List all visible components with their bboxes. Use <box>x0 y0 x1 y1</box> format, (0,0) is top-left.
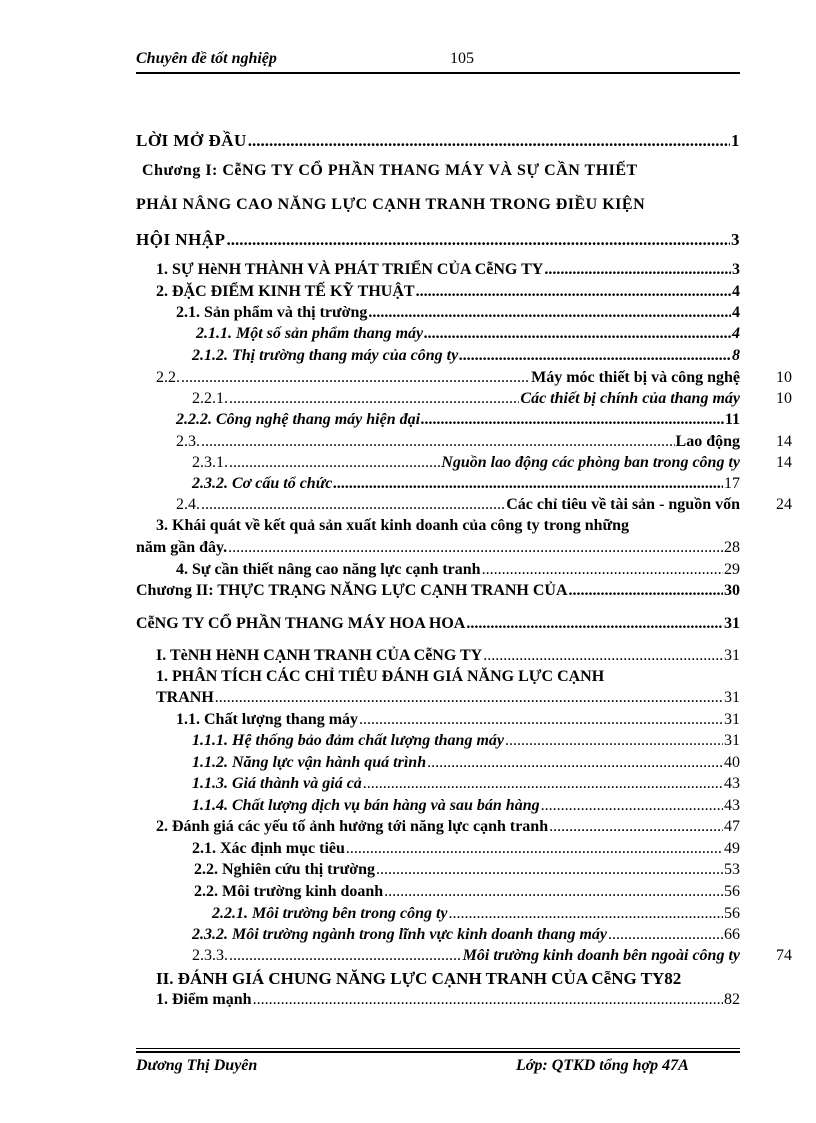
toc-entry[interactable]: 1.1.3. Giá thành và giá cả ..... 43 <box>192 776 740 792</box>
toc-entry[interactable]: 2.2.1. ..... Các thiết bị chính của thang máy <box>192 391 740 407</box>
toc-entry[interactable]: 1. PHÂN TÍCH CÁC CHỈ TIÊU ĐÁNH GIÁ NĂNG LỰC CẠNH <box>156 668 605 685</box>
toc-entry[interactable]: 3. Khái quát về kết quả sản xuất kinh doanh của công ty trong những <box>156 517 629 534</box>
toc-entry[interactable]: 1.1. Chất lượng thang máy ..... 31 <box>176 712 740 728</box>
toc-entry[interactable]: 2.3.3. ..... Môi trường kinh doanh bên ngoài công ty <box>192 948 740 964</box>
toc-page-number: 10 <box>776 390 792 407</box>
toc-entry[interactable]: 1. SỰ HèNH THÀNH VÀ PHÁT TRIỂN CỦA CễNG TY ..... 3 <box>156 262 740 278</box>
toc-entry[interactable]: 2. ĐẶC ĐIỂM KINH TẾ KỸ THUẬT ..... 4 <box>156 284 740 300</box>
toc-entry[interactable]: 2. Đánh giá các yếu tố ảnh hưởng tới năng lực cạnh tranh ..... 47 <box>156 819 740 835</box>
toc-entry[interactable]: HỘI NHẬP ..... 3 <box>136 231 740 248</box>
toc-entry[interactable]: 2.3.1. ..... Nguồn lao động các phòng ban trong công ty <box>192 455 740 471</box>
toc-entry[interactable]: 1.1.2. Năng lực vận hành quá trình ..... 40 <box>192 755 740 771</box>
toc-entry[interactable]: Chương II: THỰC TRẠNG NĂNG LỰC CẠNH TRANH CỦA ..... 30 <box>136 583 740 599</box>
toc-entry[interactable]: 1. Điểm mạnh ..... 82 <box>156 992 740 1008</box>
toc-entry[interactable]: CễNG TY CỔ PHẦN THANG MÁY HOA HOA ..... 31 <box>136 616 740 632</box>
toc-entry[interactable]: 2.3.2. Môi trường ngành trong lĩnh vực kinh doanh thang máy ..... 66 <box>192 927 740 943</box>
toc-page-number: 14 <box>776 454 792 471</box>
page-header <box>136 50 740 74</box>
toc-page-number: 14 <box>776 433 792 450</box>
document-title: Chuyên đề tốt nghiệp <box>136 50 277 67</box>
toc-entry[interactable]: năm gần đây. ..... 28 <box>136 540 740 556</box>
toc-entry[interactable]: 2.3.2. Cơ cấu tổ chức ..... 17 <box>192 476 740 492</box>
page-number: 105 <box>450 50 474 67</box>
toc-entry[interactable]: 4. Sự cần thiết nâng cao năng lực cạnh tranh ..... 29 <box>176 562 740 578</box>
toc-entry[interactable]: Chương I: CễNG TY CỔ PHẦN THANG MÁY VÀ SỰ CẦN THIẾT <box>142 162 638 179</box>
toc-entry[interactable]: 2.1. Sản phẩm và thị trường ..... 4 <box>176 305 740 321</box>
toc-entry[interactable]: II. ĐÁNH GIÁ CHUNG NĂNG LỰC CẠNH TRANH CỦA CễNG TY82 <box>156 969 682 988</box>
toc-entry[interactable]: TRANH ..... 31 <box>156 690 740 706</box>
toc-entry[interactable]: 2.2.1. Môi trường bên trong công ty ..... 56 <box>212 906 740 922</box>
toc-page-number: 10 <box>776 369 792 386</box>
footer-author: Dương Thị Duyên <box>136 1057 258 1074</box>
toc-entry[interactable]: 2.4. ..... Các chỉ tiêu về tài sản - nguồn vốn <box>176 497 740 513</box>
toc-entry[interactable]: I. TèNH HèNH CẠNH TRANH CỦA CễNG TY ..... 31 <box>156 648 740 664</box>
toc-entry[interactable]: 1.1.4. Chất lượng dịch vụ bán hàng và sau bán hàng ..... 43 <box>192 798 740 814</box>
toc-entry[interactable]: 2.3. ..... Lao động <box>176 434 740 450</box>
toc-entry[interactable]: 1.1.1. Hệ thống bảo đảm chất lượng thang máy ..... 31 <box>192 733 740 749</box>
toc-page-number: 24 <box>776 496 792 513</box>
toc-page-number: 74 <box>776 947 792 964</box>
toc-entry[interactable]: 2.2. Nghiên cứu thị trường ..... 53 <box>194 862 740 878</box>
footer-divider <box>136 1048 740 1049</box>
toc-entry[interactable]: 2.1.1. Một số sản phẩm thang máy ..... 4 <box>196 326 740 342</box>
toc-entry[interactable]: PHẢI NÂNG CAO NĂNG LỰC CẠNH TRANH TRONG ĐIỀU KIỆN <box>136 196 646 213</box>
toc-entry[interactable]: 2.2.2. Công nghệ thang máy hiện đại ..... 11 <box>176 412 740 428</box>
footer-divider <box>136 1051 740 1053</box>
toc-entry[interactable]: 2.1.2. Thị trường thang máy của công ty ..... 8 <box>192 348 740 364</box>
footer-class: Lớp: QTKD tổng hợp 47A <box>516 1057 689 1074</box>
toc-entry[interactable]: 2.1. Xác định mục tiêu ..... 49 <box>192 841 740 857</box>
toc-entry[interactable]: 2.2. Môi trường kinh doanh ..... 56 <box>194 884 740 900</box>
toc-entry[interactable]: 2.2. ..... Máy móc thiết bị và công nghệ <box>156 370 740 386</box>
toc-entry[interactable]: LỜI MỞ ĐẦU ..... 1 <box>136 132 740 149</box>
